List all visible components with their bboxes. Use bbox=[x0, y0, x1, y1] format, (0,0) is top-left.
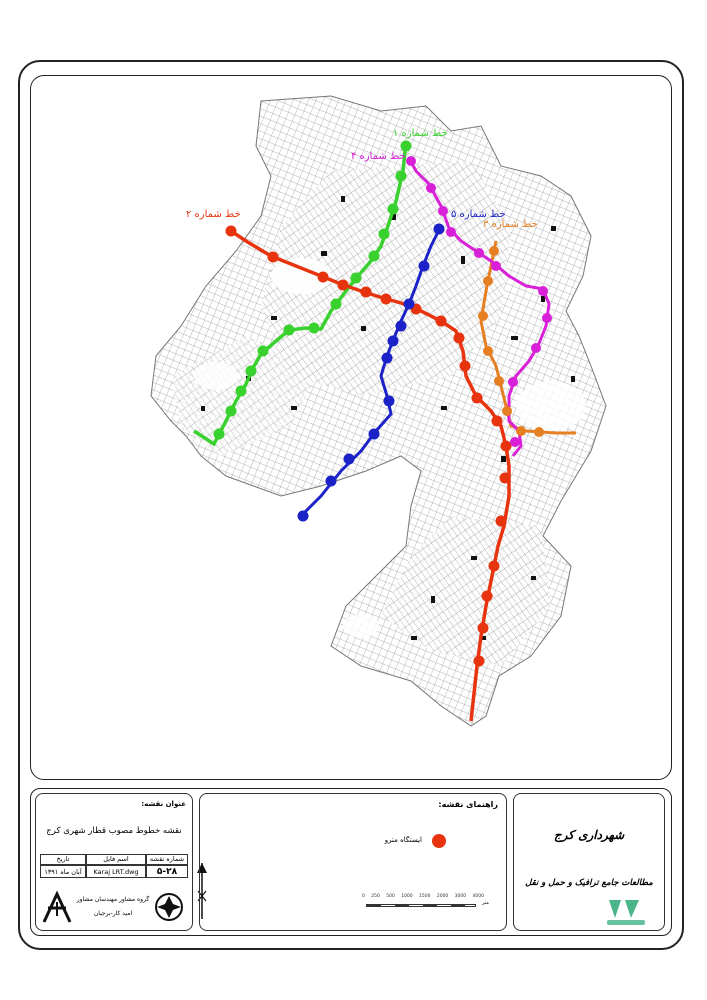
consultant-line-1: گروه مشاور مهندسان مشاور bbox=[76, 896, 150, 903]
sheet-number: ۵-۲۸ bbox=[146, 865, 188, 878]
map-area bbox=[30, 75, 672, 780]
scale-unit: متر bbox=[482, 900, 489, 906]
station-symbol bbox=[432, 834, 446, 848]
scale-ticks: 0 250 500 1000 1500 2000 3000 4000 bbox=[362, 894, 484, 899]
client-name: شهرداری کرج bbox=[553, 828, 625, 842]
scale-bar bbox=[366, 904, 476, 907]
label-line-1: خط شماره ۱ bbox=[393, 128, 448, 139]
label-line-3: خط شماره ۳ bbox=[483, 219, 538, 230]
sheet-number-label: شماره نقشه bbox=[146, 854, 188, 865]
title-panel bbox=[35, 793, 193, 931]
watermark-logo-icon bbox=[605, 896, 647, 926]
label-line-2: خط شماره ۲ bbox=[186, 209, 241, 220]
date-label: تاریخ bbox=[40, 854, 86, 865]
station-label: ایستگاه مترو bbox=[384, 836, 422, 844]
date: آبان ماه ۱۳۹۱ bbox=[40, 865, 86, 878]
legend-title: راهنمای نقشه: bbox=[438, 800, 498, 809]
city-map bbox=[31, 76, 672, 780]
emblem-icon bbox=[154, 890, 184, 924]
label-line-4: خط شماره ۴ bbox=[351, 151, 406, 162]
legend-panel bbox=[199, 793, 507, 931]
file-name-label: اسم فایل bbox=[86, 854, 146, 865]
label-line-5: خط شماره ۵ bbox=[451, 209, 506, 220]
consultant-line-2: امید کار-برجیان bbox=[93, 910, 133, 917]
consultant-logo-icon bbox=[42, 890, 72, 924]
title-block bbox=[30, 788, 672, 936]
map-title-label: عنوان نقشه: bbox=[141, 800, 186, 808]
file-name: Karaj LRT.dwg bbox=[86, 865, 146, 878]
study-title: مطالعات جامع ترافیک و حمل و نقل bbox=[525, 878, 653, 888]
map-title: نقشه خطوط مصوب قطار شهری کرج bbox=[46, 826, 182, 836]
